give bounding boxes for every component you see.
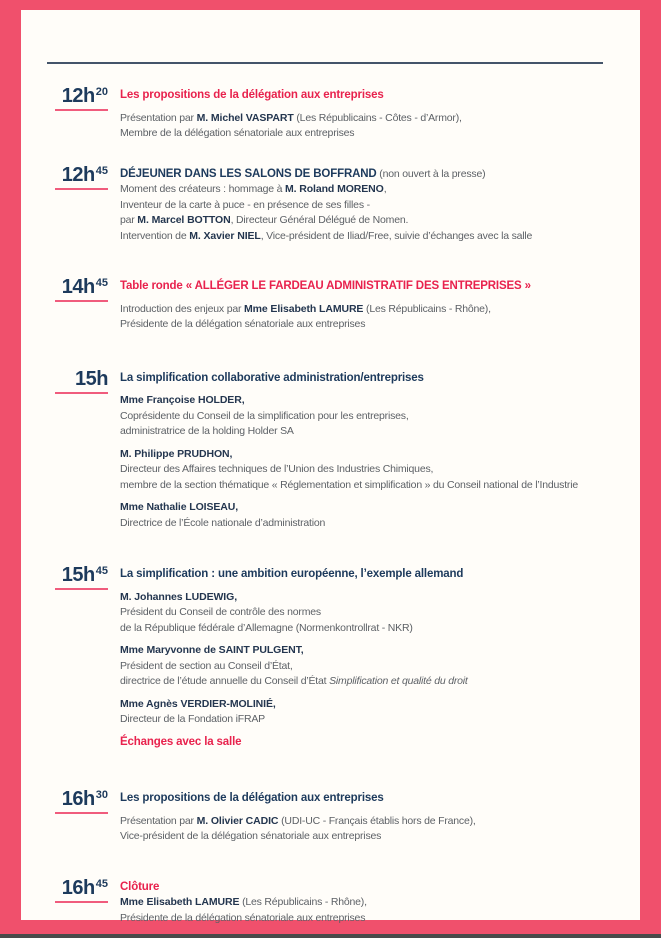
schedule-section [55,565,640,749]
text-block [120,790,640,806]
section-content [120,165,640,244]
text-segment: M. Philippe PRUDHON, [120,447,233,460]
time-text [55,86,108,111]
time-text [55,789,108,814]
text-line [120,894,640,910]
text-segment: Les propositions de la délégation aux entreprises [120,89,384,101]
text-segment: , Vice-président de Iliad/Free, suivie d’échanges avec la salle [260,229,533,242]
text-segment: (Les Républicains - Côtes - d’Armor), [293,111,462,124]
text-segment: Directrice de l’École nationale d’administration [120,516,326,529]
text-segment: administratrice de la holding Holder SA [120,425,294,437]
text-line [120,408,640,424]
text-line [120,620,640,636]
page-body [21,10,640,924]
text-segment: DÉJEUNER DANS LES SALONS DE BOFFRAND [120,167,377,180]
text-segment: Intervention de [120,229,190,242]
section-content [120,369,640,531]
text-segment: La simplification collaborative administration/entreprises [120,371,424,384]
time-hour: 15h [75,367,108,390]
text-block [120,166,640,244]
text-line [120,477,640,493]
schedule-section [55,165,640,244]
text-segment: Président de section au Conseil d’État, [120,659,293,672]
schedule-section [55,369,640,531]
text-segment: Président du Conseil de contrôle des normes [120,606,321,618]
text-line [120,879,640,895]
text-block [120,301,640,332]
text-segment: Table ronde « ALLÉGER LE FARDEAU ADMINISTRATIF DES ENTREPRISES » [120,280,531,292]
text-segment: , [383,183,387,195]
time-hour: 16h [61,788,95,810]
time-minutes-superscript: 45 [95,877,108,890]
text-line [120,673,640,689]
text-segment: M. Marcel BOTTON [137,214,231,226]
time-hour: 15h [61,564,95,586]
text-segment: M. Roland MORENO [284,183,384,195]
section-content [120,565,640,749]
section-content [120,86,640,141]
text-segment: (UDI-UC - Français établis hors de France), [278,814,476,827]
text-segment: M. Johannes LUDEWIG, [120,590,238,603]
time-hour: 12h [61,85,95,107]
text-segment: Mme Françoise HOLDER, [120,394,245,406]
time-minutes-superscript: 30 [95,789,108,801]
text-line [120,790,640,806]
time-hour: 12h [61,163,95,186]
text-line [120,658,640,674]
text-line [120,696,640,712]
text-block [120,278,640,294]
text-segment: Mme Agnès VERDIER-MOLINIÉ, [120,697,276,710]
text-block [120,370,640,386]
text-line [120,181,640,197]
schedule-section [55,86,640,141]
time-minutes-superscript: 45 [95,565,108,577]
text-line [120,604,640,620]
schedule-section [55,878,640,926]
viewer-bottom-bar [0,934,661,938]
time-text [55,369,108,394]
text-segment: M. Olivier CADIC [196,814,279,827]
text-line [120,446,640,462]
text-line [120,197,640,213]
section-content [120,277,640,332]
text-block [120,110,640,141]
time-label [55,86,108,111]
text-line [120,423,640,439]
text-line [120,392,640,408]
text-block [120,566,640,582]
text-block [120,642,640,689]
text-line [120,499,640,515]
time-minutes-superscript: 45 [95,164,108,177]
text-segment: Présidente de la délégation sénatoriale aux entreprises [120,911,366,924]
text-segment: Les propositions de la délégation aux entreprises [120,792,384,804]
text-line [120,110,640,126]
time-minutes-superscript: 20 [95,86,108,98]
text-segment: directrice de l’étude annuelle du Conseil d’État [120,675,330,687]
time-label [55,878,108,903]
text-segment: M. Xavier NIEL [189,229,261,242]
text-block [120,696,640,727]
top-divider-rule [47,62,603,64]
text-segment: Présentation par [120,111,197,124]
time-hour: 14h [61,276,95,298]
time-text [55,277,108,302]
text-block [120,446,640,493]
time-label [55,565,108,590]
text-segment: Vice-président de la délégation sénatoriale aux entreprises [120,830,382,842]
text-block [120,499,640,530]
text-line [120,813,640,829]
text-segment: Clôture [120,880,160,893]
text-line [120,370,640,386]
time-label [55,369,108,394]
text-line [120,461,640,477]
text-segment: Mme Maryvonne de SAINT PULGENT, [120,644,304,656]
text-segment: (non ouvert à la presse) [376,167,486,180]
text-segment: Présentation par [120,814,197,827]
schedule [55,86,640,925]
time-minutes-superscript: 45 [95,277,108,289]
text-line [120,589,640,605]
text-segment: Coprésidente du Conseil de la simplification pour les entreprises, [120,409,409,422]
text-block [120,392,640,439]
time-hour: 16h [61,876,95,899]
time-label [55,277,108,302]
section-content [120,789,640,844]
text-segment: par [120,214,138,226]
text-line [120,566,640,582]
text-line [120,642,640,658]
text-segment: La simplification : une ambition européenne, l’exemple allemand [120,568,464,580]
text-segment: Présidente de la délégation sénatoriale aux entreprises [120,318,366,330]
text-segment: , Directeur Général Délégué de Nomen. [230,214,409,226]
text-line [120,125,640,141]
text-line [120,228,640,244]
text-line [120,711,640,727]
time-text [55,878,108,903]
text-segment: membre de la section thématique « Réglementation et simplification » du Conseil national de l’Industrie [120,478,579,491]
text-segment: Inventeur de la carte à puce - en présence de ses filles - [120,198,370,211]
text-segment: (Les Républicains - Rhône), [239,896,367,908]
text-segment: (Les Républicains - Rhône), [363,302,491,315]
section-content [120,878,640,926]
schedule-section [55,789,640,844]
text-block [120,879,640,926]
text-segment: de la République fédérale d’Allemagne (Normenkontrollrat - NKR) [120,621,413,634]
text-segment: Moment des créateurs : hommage à [120,183,285,195]
text-line [120,316,640,332]
text-line [120,301,640,317]
text-block [120,813,640,844]
time-text [55,565,108,590]
text-line [120,166,640,182]
text-segment: Mme Nathalie LOISEAU, [120,501,239,513]
text-segment: Simplification et qualité du droit [329,675,468,687]
time-text [55,165,108,190]
text-block [120,734,640,750]
text-segment: Introduction des enjeux par [120,302,244,315]
text-segment: Échanges avec la salle [120,735,242,748]
text-line [120,734,640,750]
text-line [120,87,640,103]
text-line [120,278,640,294]
text-segment: Mme Elisabeth LAMURE [120,896,240,908]
text-segment: Directeur des Affaires techniques de l’Union des Industries Chimiques, [120,463,434,475]
time-label [55,789,108,814]
text-line [120,910,640,926]
text-segment: Membre de la délégation sénatoriale aux entreprises [120,127,355,139]
schedule-section [55,277,640,332]
text-segment: M. Michel VASPART [196,111,294,124]
text-line [120,212,640,228]
time-label [55,165,108,190]
text-segment: Directeur de la Fondation iFRAP [120,713,265,725]
text-line [120,515,640,531]
text-line [120,828,640,844]
text-block [120,589,640,636]
text-segment: Mme Elisabeth LAMURE [243,302,364,315]
text-block [120,87,640,103]
